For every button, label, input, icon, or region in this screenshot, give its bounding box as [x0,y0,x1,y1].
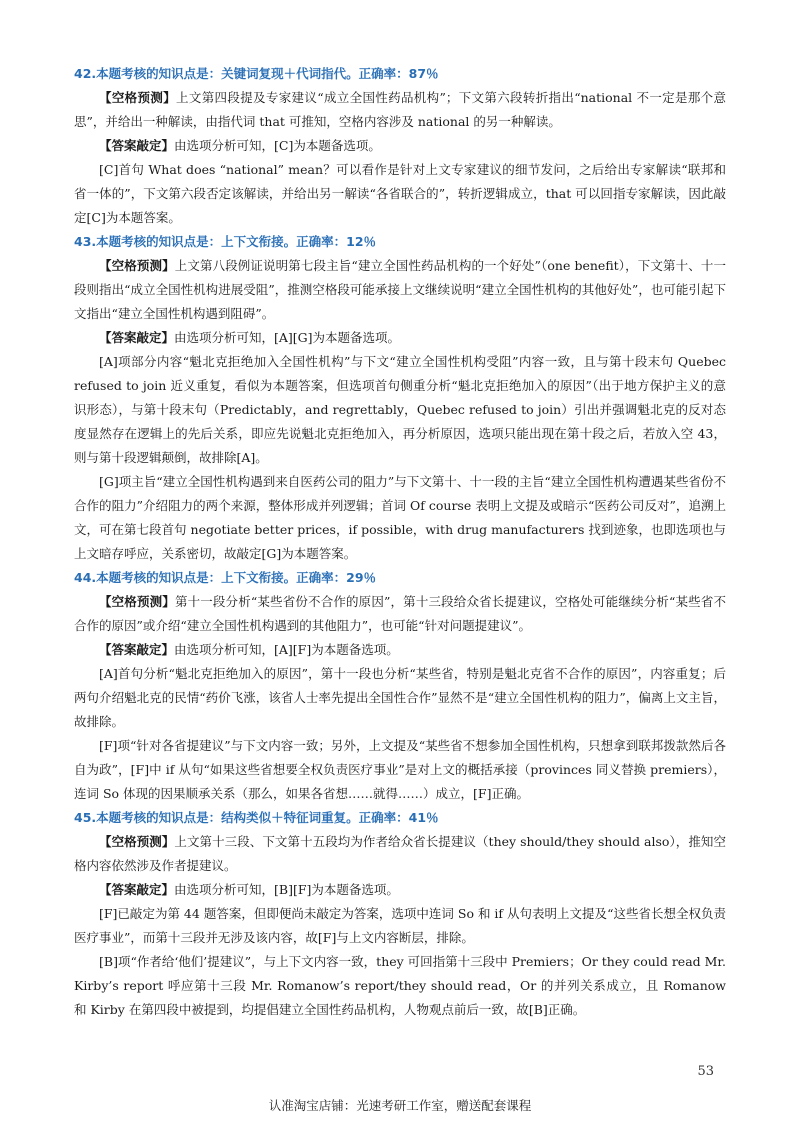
confirmation-tag: 【答案敲定】 [99,642,175,657]
footer-notice: 认准淘宝店铺：光速考研工作室，赠送配套课程 [268,1098,532,1113]
q43-confirmation: 【答案敲定】由选项分析可知，[A][G]为本题备选项。 [99,330,401,345]
q42-prediction: 【空格预测】上文第四段提及专家建议“成立全国性药品机构”；下文第六段转折指出“national 不一定是那个意思”，并给出一种解读，由指代词 that 可推知，空格内容涉及 national 的另一种解读。 [74,90,726,129]
q44-prediction: 【空格预测】第十一段分析“某些省份不合作的原因”，第十三段给众省长提建议，空格处可能继续分析“某些省不合作的原因”或介绍“建立全国性机构遇到的其他阻力”，也可能“针对问题提建议”。 [74,594,726,633]
q45-option-f-analysis: [F]已敲定为第 44 题答案，但即便尚未敲定为答案，选项中连词 So 和 if 从句表明上文提及“这些省长想全权负责医疗事业”，而第十三段并无涉及该内容，故[F]与上文内容断层，排除。 [74,906,726,945]
q44-option-a-analysis: [A]首句分析“魁北克拒绝加入的原因”，第十一段也分析“某些省，特别是魁北克省不合作的原因”，内容重复；后两句介绍魁北克的民情“药价飞涨，该省人士率先提出全国性合作”显然不是“建立全国性机构的阻力”，偏离上文主旨，故排除。 [74,666,726,729]
prediction-tag: 【空格预测】 [99,594,175,609]
q43-option-a-analysis: [A]项部分内容“魁北克拒绝加入全国性机构”与下文“建立全国性机构受阻”内容一致，且与第十段末句 Quebec refused to join 近义重复，看似为本题答案，但选项首句侧重分析“魁北克拒绝加入的原因”（出于地方保护主义的意识形态），与第十段末句（Predictably，and regrettably，Quebec refused to join）引出并强调魁北克的反对态度显然存在逻辑上的先后关系，即应先说魁北克拒绝加入，再分析原因，选项只能出现在第十段之后，若放入空 43，则与第十段逻辑颠倒，故排除[A]。 [74,354,726,465]
confirmation-tag: 【答案敲定】 [99,138,175,153]
confirmation-tag: 【答案敲定】 [99,330,175,345]
q42-confirmation: 【答案敲定】由选项分析可知，[C]为本题备选项。 [99,138,381,153]
q44-heading: 44.本题考核的知识点是：上下文衔接。正确率：29％ [74,570,377,585]
q45-option-b-analysis: [B]项“作者给‘他们’提建议”，与上下文内容一致，they 可回指第十三段中 Premiers；Or they could read Mr. Kirby’s report 呼应第十三段 Mr. Romanow’s report/they should read，Or 的并列关系成立，且 Romanow 和 Kirby 在第四段中被提到，均提倡建立全国性药品机构，人物观点前后一致，故[B]正确。 [74,954,726,1017]
answer-analysis-content [74,62,726,1022]
q44-confirmation: 【答案敲定】由选项分析可知，[A][F]为本题备选项。 [99,642,399,657]
page-number: 53 [697,1064,714,1079]
q44-option-f-analysis: [F]项“针对各省提建议”与下文内容一致；另外，上文提及“某些省不想参加全国性机构，只想拿到联邦拨款然后各自为政”，[F]中 if 从句“如果这些省想要全权负责医疗事业”是对上文的概括承接（provinces 同义替换 premiers），连词 So 体现的因果顺承关系（那么，如果各省想……就得……）成立，[F]正确。 [74,738,726,801]
q45-heading: 45.本题考核的知识点是：结构类似＋特征词重复。正确率：41％ [74,810,439,825]
q43-option-g-analysis: [G]项主旨“建立全国性机构遇到来自医药公司的阻力”与下文第十、十一段的主旨“建立全国性机构遭遇某些省份不合作的阻力”介绍阻力的两个来源，整体形成并列逻辑；首词 Of course 表明上文提及或暗示“医药公司反对”，追溯上文，可在第七段首句 negotiate better prices，if possible，with drug manufacturers 找到迹象，也即选项也与上文暗存呼应，关系密切，故敲定[G]为本题答案。 [74,474,726,561]
q42-option-c-analysis: [C]首句 What does “national” mean？可以看作是针对上文专家建议的细节发问，之后给出专家解读“联邦和省一体的”，下文第六段否定该解读，并给出另一解读“各省联合的”，转折逻辑成立，that 可以回指专家解读，因此敲定[C]为本题答案。 [74,162,726,225]
prediction-tag: 【空格预测】 [99,258,175,273]
prediction-tag: 【空格预测】 [99,90,177,105]
q45-confirmation: 【答案敲定】由选项分析可知，[B][F]为本题备选项。 [99,882,399,897]
q43-prediction: 【空格预测】上文第八段例证说明第七段主旨“建立全国性药品机构的一个好处”（one benefit），下文第十、十一段则指出“成立全国性机构进展受阻”，推测空格段可能承接上文继续说明“建立全国性机构的其他好处”，也可能引起下文指出“建立全国性机构遇到阻碍”。 [74,258,726,321]
q43-heading: 43.本题考核的知识点是：上下文衔接。正确率：12％ [74,234,377,249]
prediction-tag: 【空格预测】 [99,834,175,849]
q45-prediction: 【空格预测】上文第十三段、下文第十五段均为作者给众省长提建议（they should/they should also），推知空格内容依然涉及作者提建议。 [74,834,726,873]
q42-heading: 42.本题考核的知识点是：关键词复现＋代词指代。正确率：87％ [74,66,439,81]
confirmation-tag: 【答案敲定】 [99,882,175,897]
